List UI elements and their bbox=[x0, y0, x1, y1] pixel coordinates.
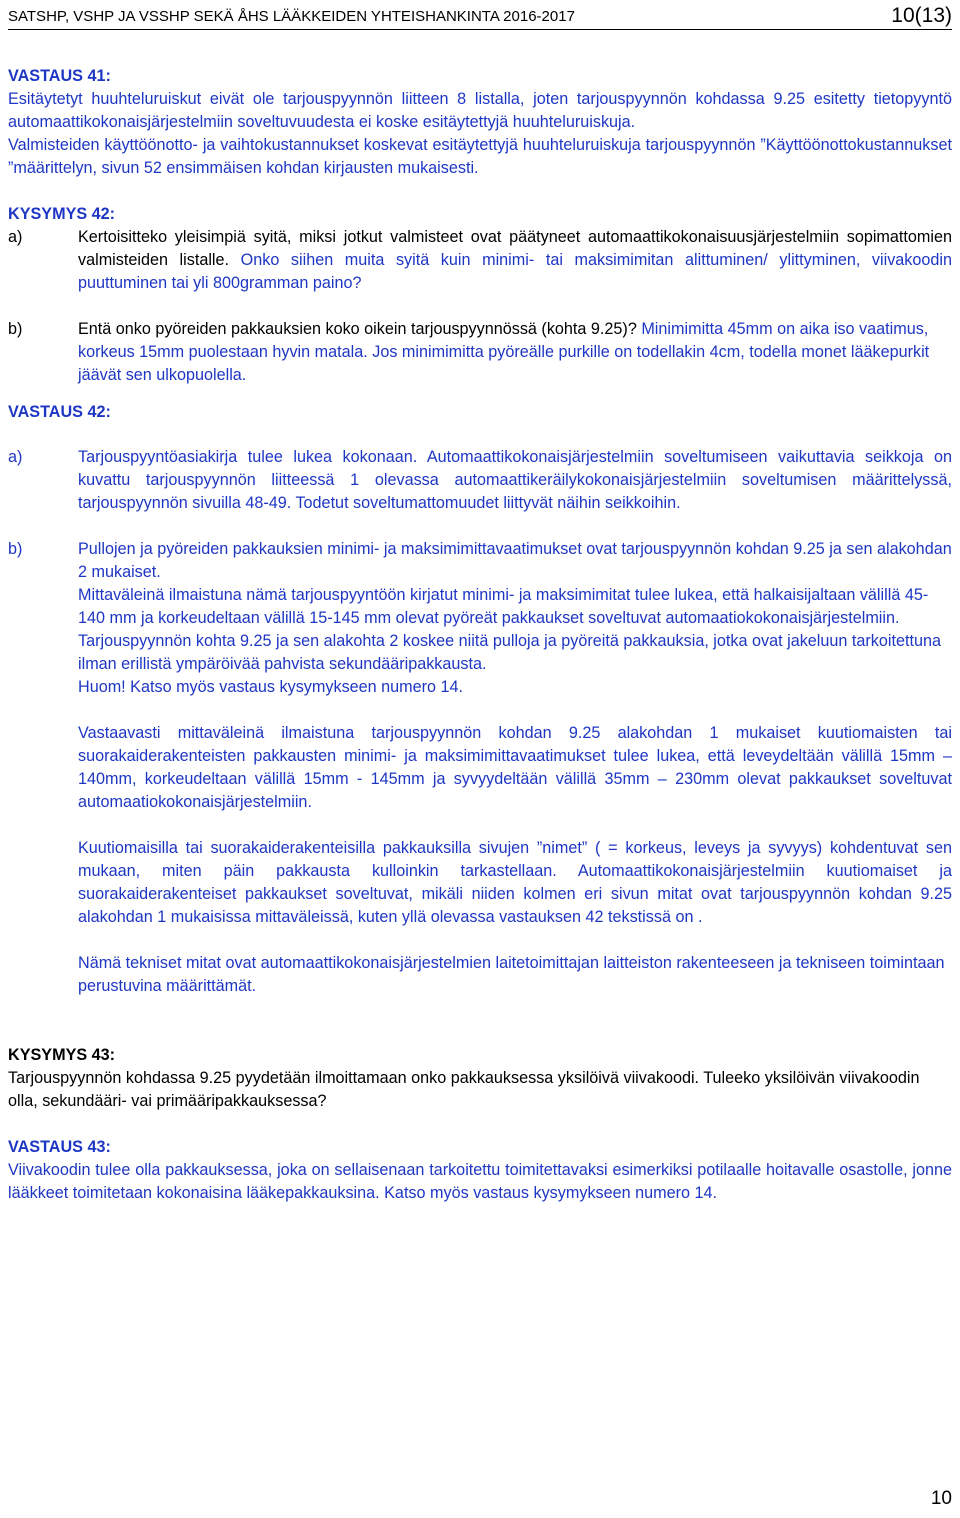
answer-42-b-paragraph-2: Mittaväleinä ilmaistuna nämä tarjouspyyntöön kirjatut minimi- ja maksimimitat tulee lukea, että halkaisijaltaan välillä 45-140 mm ja korkeudeltaan välillä 15-145 mm olevat pyöreät pakkaukset soveltuvat automaatiokokonaisjärjestelmiin. bbox=[78, 586, 929, 627]
question-42-item-a bbox=[8, 226, 952, 295]
answer-42-item-b bbox=[8, 538, 952, 998]
item-body bbox=[78, 538, 952, 998]
item-text bbox=[78, 226, 952, 295]
question-43-heading: KYSYMYS 43: bbox=[8, 1046, 116, 1064]
item-text bbox=[78, 446, 952, 515]
document-content bbox=[8, 65, 952, 1205]
answer-42-b-paragraph-7: Nämä tekniset mitat ovat automaattikokonaisjärjestelmien laitetoimittajan laitteiston rakenteeseen ja tekniseen toimintaan perustuvina määrittämät. bbox=[78, 954, 945, 995]
item-label: b) bbox=[8, 320, 23, 338]
question-42-a-text: Kertoisitteko yleisimpiä syitä, miksi jotkut valmisteet ovat päätyneet automaattikokonaisuusjärjestelmiin sopimattomien valmisteiden listalle. bbox=[78, 228, 952, 269]
answer-42-a-detail: Automaattikokonaisjärjestelmiin soveltumiseen vaikuttavia seikkoja on kuvattu tarjouspyynnön liitteessä 1 olevassa automaattikeräilykokonaisjärjestelmiin soveltumisen määrittelyssä, tarjouspyynnön sivuilla 48-49. Todetut soveltumattomuudet liittyvät näihin seikkoihin. bbox=[78, 448, 953, 512]
answer-42-heading: VASTAUS 42: bbox=[8, 403, 111, 421]
item-label: b) bbox=[8, 540, 23, 558]
answer-42-b-paragraph-3: Tarjouspyynnön kohta 9.25 ja sen alakohta 2 koskee niitä pulloja ja pyöreitä pakkauksia, jotka ovat jakeluun tarkoitettuna ilman erillistä ympäröivää pahvista sekundääripakkausta. bbox=[78, 632, 941, 673]
question-42-heading: KYSYMYS 42: bbox=[8, 205, 116, 223]
answer-41-paragraph-2: Valmisteiden käyttöönotto- ja vaihtokustannukset koskevat esitäytettyjä huuhteluruiskuja tarjouspyynnön ”Käyttöönottokustannukset ”määrittelyn, sivun 52 ensimmäisen kohdan kirjausten mukaisesti. bbox=[8, 136, 952, 177]
question-42-b-note-2: Jos minimimitta pyöreälle purkille on todellakin 4cm, todella monet lääkepurkit jäävät sen ulkopuolella. bbox=[78, 343, 930, 384]
header-title: SATSHP, VSHP JA VSSHP SEKÄ ÅHS LÄÄKKEIDEN YHTEISHANKINTA 2016-2017 bbox=[8, 8, 575, 25]
answer-42-b-paragraph-5: Vastaavasti mittaväleinä ilmaistuna tarjouspyynnön kohdan 9.25 alakohdan 1 mukaiset kuutiomaisten tai suorakaiderakenteisten pakkausten minimi- ja maksimimittavaatimukset tulee lukea, että leveydeltään välillä 15mm – 140mm, korkeudeltaan välillä 15mm - 145mm ja syvyydeltään välillä 35mm – 230mm olevat pakkaukset soveltuvat automaatiokokonaisjärjestelmiin. bbox=[78, 724, 952, 811]
item-label: a) bbox=[8, 228, 23, 246]
answer-43-heading: VASTAUS 43: bbox=[8, 1138, 111, 1156]
answer-41-paragraph-1: Esitäytetyt huuhteluruiskut eivät ole tarjouspyynnön liitteen 8 listalla, joten tarjouspyynnön kohdassa 9.25 esitetty tietopyyntö automaattikokonaisjärjestelmiin soveltuvuudesta ei koske esitäytettyjä huuhteluruiskuja. bbox=[8, 90, 952, 131]
answer-42-a-text: Tarjouspyyntöasiakirja tulee lukea kokonaan. bbox=[78, 448, 418, 466]
page-header bbox=[8, 4, 952, 30]
header-page-count: 10(13) bbox=[891, 4, 952, 27]
answer-41-heading: VASTAUS 41: bbox=[8, 67, 111, 85]
question-42-item-b bbox=[8, 318, 952, 387]
question-42-b-text: Entä onko pyöreiden pakkauksien koko oikein tarjouspyynnössä (kohta 9.25)? bbox=[78, 320, 637, 338]
question-42-b-note-1: Minimimitta 45mm on aika iso vaatimus, korkeus 15mm puolestaan hyvin matala. bbox=[78, 320, 929, 361]
question-43-text: Tarjouspyynnön kohdassa 9.25 pyydetään ilmoittamaan onko pakkauksessa yksilöivä viivakoodi. Tuleeko yksilöivän viivakoodin olla, sekundääri- vai primääripakkauksessa? bbox=[8, 1069, 920, 1110]
page-number: 10 bbox=[930, 1488, 952, 1509]
answer-42-b-paragraph-4: Huom! Katso myös vastaus kysymykseen numero 14. bbox=[78, 678, 464, 696]
question-42-a-note: Onko siihen muita syitä kuin minimi- tai maksimimitan alittuminen/ ylittyminen, viivakoodin puuttuminen tai yli 800gramman paino? bbox=[78, 251, 953, 292]
answer-42-item-a bbox=[8, 446, 952, 515]
item-text bbox=[78, 318, 952, 387]
answer-43-text: Viivakoodin tulee olla pakkauksessa, joka on sellaisenaan tarkoitettu toimitettavaksi esimerkiksi potilaalle hoitavalle osastolle, jonne lääkkeet toimitetaan kokonaisina lääkepakkauksina. Katso myös vastaus kysymykseen numero 14. bbox=[8, 1161, 952, 1202]
item-label: a) bbox=[8, 448, 23, 466]
answer-42-b-paragraph-6: Kuutiomaisilla tai suorakaiderakenteisilla pakkauksilla sivujen ”nimet” ( = korkeus, leveys ja syvyys) kohdentuvat sen mukaan, miten päin pakkausta kulloinkin tarkastellaan. Automaattikokonaisjärjestelmiin kuutiomaiset ja suorakaiderakenteiset pakkaukset soveltuvat, mikäli niiden kolmen eri sivun mitat ovat tarjouspyynnön kohdan 9.25 alakohdan 1 mukaisissa mittaväleissä, kuten yllä olevassa vastauksen 42 tekstissä on . bbox=[78, 839, 952, 926]
answer-42-b-paragraph-1: Pullojen ja pyöreiden pakkauksien minimi- ja maksimimittavaatimukset ovat tarjouspyynnön kohdan 9.25 ja sen alakohdan 2 mukaiset. bbox=[78, 540, 952, 581]
